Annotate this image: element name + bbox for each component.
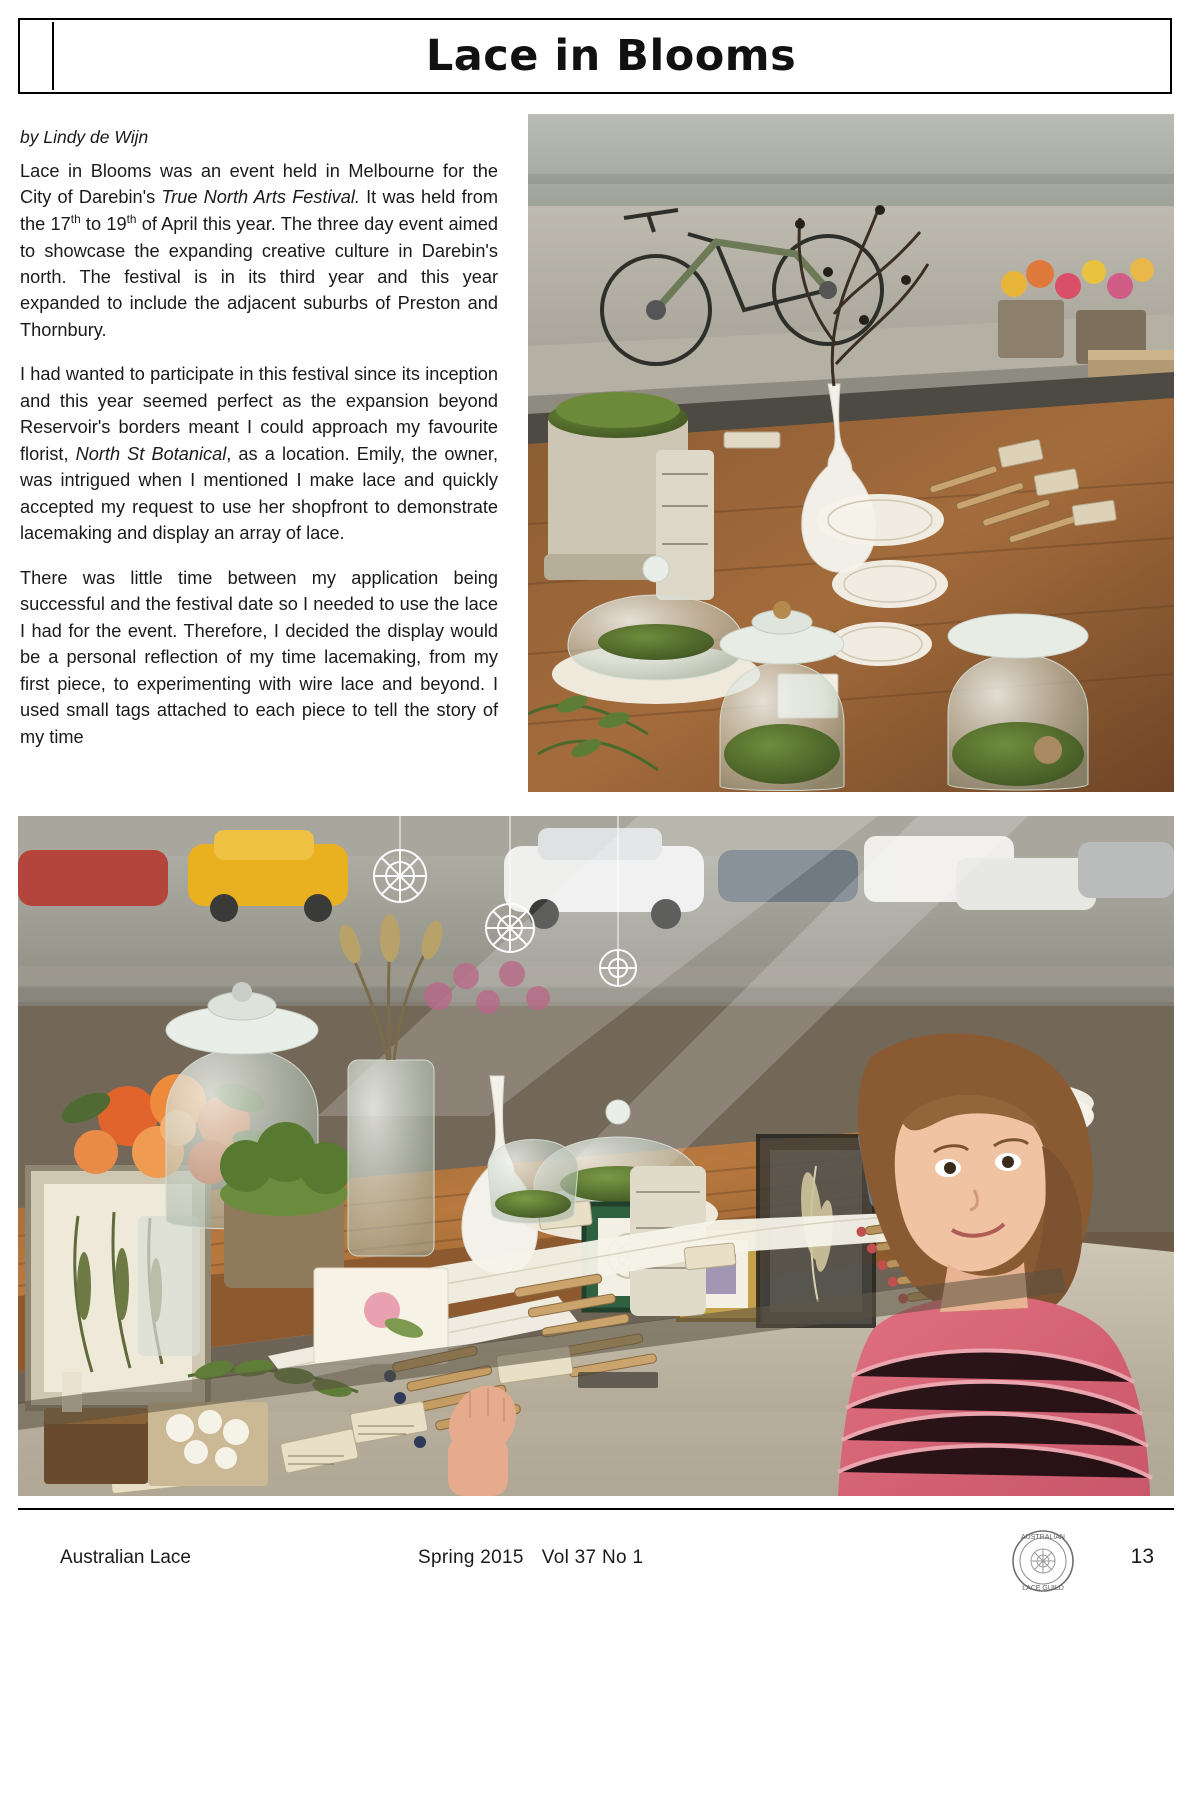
australian-lace-guild-logo — [997, 1525, 1089, 1597]
title-inner-frame — [52, 22, 1168, 90]
footer-issue — [418, 1547, 643, 1569]
article-byline: by Lindy de Wijn — [20, 127, 149, 147]
shop-window-display-top-photo — [528, 114, 1174, 792]
footer-volume: Vol 37 No 1 — [541, 1547, 644, 1568]
page-footer — [18, 1525, 1174, 1595]
guild-emblem-icon — [997, 1525, 1089, 1597]
article-title-banner — [18, 18, 1172, 94]
page-number: 13 — [1130, 1545, 1154, 1568]
footer-publication: Australian Lace — [60, 1547, 191, 1568]
photo-artwork-bottom — [18, 816, 1174, 1496]
body-paragraph-3: There was little time between my application being successful and the festival date so I needed to use the lace I had for the event. Therefore, I decided the display would be a personal reflection of my time lacemaking, from my first piece, to experimenting with wire lace and beyond. I used small tags attached to each piece to tell the story of my time — [20, 567, 498, 747]
article-body — [20, 158, 498, 750]
page-title: Lace in Blooms — [425, 31, 797, 81]
svg-text:LACE GUILD: LACE GUILD — [1022, 1585, 1064, 1592]
footer-season: Spring 2015 — [418, 1547, 524, 1568]
body-paragraph-2: I had wanted to participate in this festival since its inception and this year seemed perfect as the expansion beyond Reservoir's borders meant I could approach my favourite florist, North St Botanical, as a location. Emily, the owner, was intrigued when I mentioned I make lace and quickly accepted my request to use her shopfront to demonstrate lacemaking and display an array of lace. — [20, 364, 498, 544]
svg-text:AUSTRALIAN: AUSTRALIAN — [1021, 1534, 1065, 1541]
footer-divider — [18, 1508, 1174, 1510]
body-paragraph-1: Lace in Blooms was an event held in Melbourne for the City of Darebin's True North Arts Festival. It was held from the 17th to 19th of April this year. The three day event aimed to showcase the expanding creative culture in Darebin's north. The festival is in its third year and this year expanded to include the adjacent suburbs of Preston and Thornbury. — [20, 161, 498, 340]
photo-artwork-top — [528, 114, 1174, 792]
shop-window-display-wide-photo — [18, 816, 1174, 1496]
